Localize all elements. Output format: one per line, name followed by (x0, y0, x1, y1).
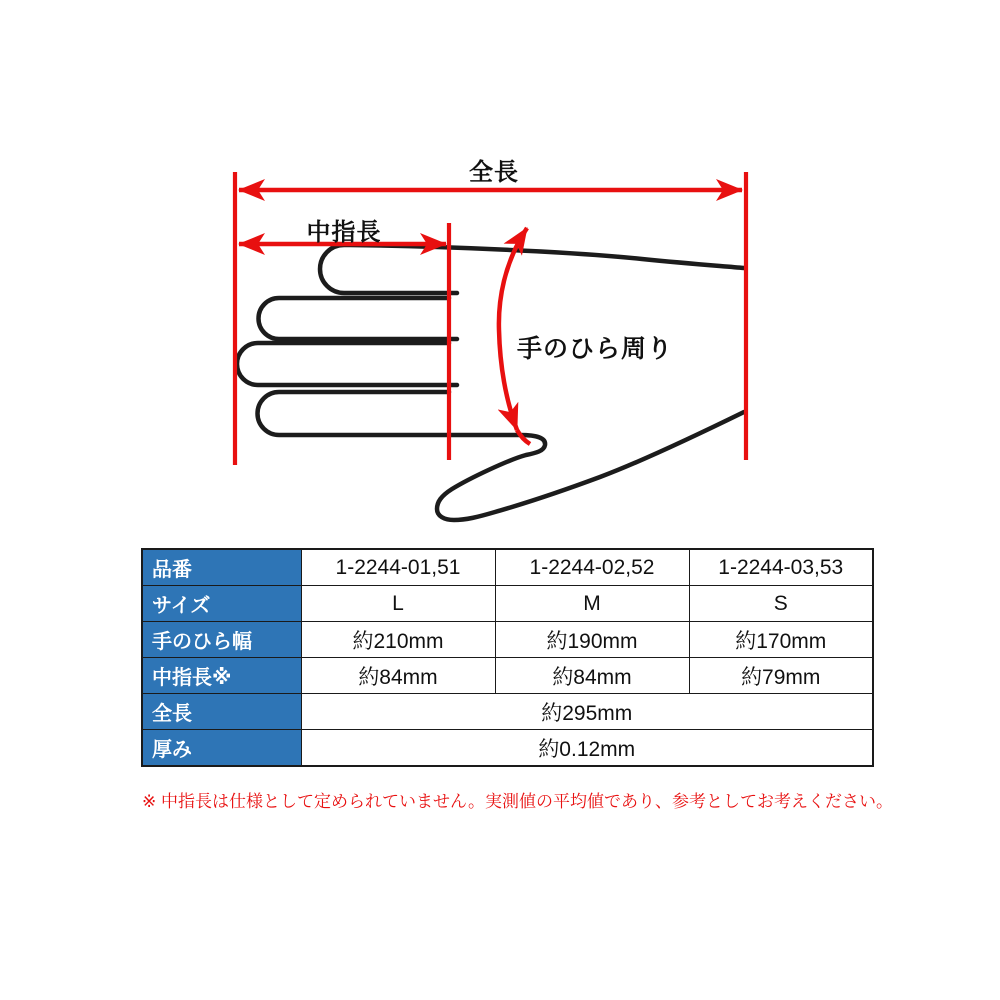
footnote: ※ 中指長は仕様として定められていません。実測値の平均値であり、参考としてお考えください。 (142, 792, 893, 811)
spec-value: S (689, 586, 873, 622)
table-row (142, 658, 873, 694)
spec-value: 約84mm (495, 658, 689, 694)
row-header: 手のひら幅 (142, 622, 301, 658)
table-row (142, 622, 873, 658)
table-row (142, 694, 873, 730)
spec-value: 約0.12mm (301, 730, 873, 767)
spec-value: 約295mm (301, 694, 873, 730)
spec-table-body (142, 549, 873, 766)
total-length-label: 全長 (469, 159, 519, 186)
spec-value: 約79mm (689, 658, 873, 694)
row-header: サイズ (142, 586, 301, 622)
spec-value: M (495, 586, 689, 622)
glove-middle-finger (237, 343, 457, 385)
palm-circumference-label: 手のひら周り (517, 335, 674, 363)
spec-value: L (301, 586, 495, 622)
spec-value: 約84mm (301, 658, 495, 694)
spec-value: 1-2244-03,53 (689, 549, 873, 586)
table-row (142, 586, 873, 622)
row-header: 厚み (142, 730, 301, 767)
spec-value: 1-2244-01,51 (301, 549, 495, 586)
row-header: 中指長※ (142, 658, 301, 694)
middle-finger-length-label: 中指長 (306, 219, 382, 246)
glove-little-finger-and-thumb (258, 392, 745, 520)
spec-value: 約170mm (689, 622, 873, 658)
row-header: 全長 (142, 694, 301, 730)
spec-value: 約190mm (495, 622, 689, 658)
row-header: 品番 (142, 549, 301, 586)
spec-value: 約210mm (301, 622, 495, 658)
table-row (142, 549, 873, 586)
table-row (142, 730, 873, 767)
spec-value: 1-2244-02,52 (495, 549, 689, 586)
spec-table (141, 548, 874, 767)
glove-outline (237, 245, 744, 520)
glove-index-finger-and-back (320, 245, 744, 293)
glove-second-finger (259, 298, 458, 339)
